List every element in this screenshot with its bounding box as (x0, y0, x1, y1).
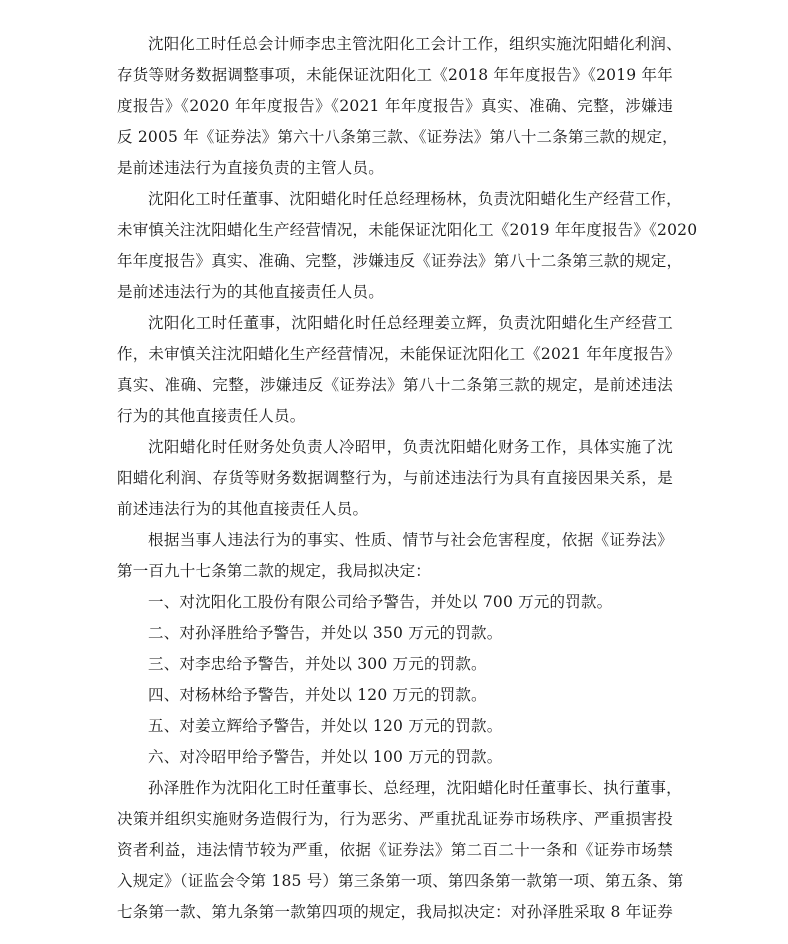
text-line: 未审慎关注沈阳蜡化生产经营情况，未能保证沈阳化工《2019 年年度报告》《2020 (117, 221, 698, 239)
text-line: 前述违法行为的其他直接责任人员。 (117, 500, 369, 518)
paragraph-jiang-lihui (117, 308, 681, 432)
document-page (117, 29, 698, 928)
penalty-item: 四、对杨林给予警告，并处以 120 万元的罚款。 (148, 686, 487, 704)
text-line: 阳蜡化利润、存货等财务数据调整行为，与前述违法行为具有直接因果关系，是 (117, 469, 673, 487)
text-line: 孙泽胜作为沈阳化工时任董事长、总经理，沈阳蜡化时任董事长、执行董事， (148, 779, 682, 797)
text-line: 真实、准确、完整，涉嫌违反《证券法》第八十二条第三款的规定，是前述违法 (117, 376, 673, 394)
penalty-item: 六、对冷昭甲给予警告，并处以 100 万元的罚款。 (148, 748, 503, 766)
penalty-item: 五、对姜立辉给予警告，并处以 120 万元的罚款。 (148, 717, 503, 735)
penalty-item: 一、对沈阳化工股份有限公司给予警告，并处以 700 万元的罚款。 (148, 593, 613, 611)
paragraph-leng-zhaojia (117, 432, 673, 525)
text-line: 存货等财务数据调整事项，未能保证沈阳化工《2018 年年度报告》《2019 年年 (117, 66, 673, 84)
text-line: 沈阳化工时任总会计师李忠主管沈阳化工会计工作，组织实施沈阳蜡化利润、 (148, 35, 682, 53)
paragraph-basis (117, 525, 673, 587)
text-line: 作，未审慎关注沈阳蜡化生产经营情况，未能保证沈阳化工《2021 年年度报告》 (117, 345, 681, 363)
text-line: 根据当事人违法行为的事实、性质、情节与社会危害程度，依据《证券法》 (148, 531, 673, 549)
penalty-list (117, 587, 673, 773)
text-line: 资者利益，违法情节较为严重，依据《证券法》第二百二十一条和《证券市场禁 (117, 841, 673, 859)
penalty-item: 三、对李忠给予警告，并处以 300 万元的罚款。 (148, 655, 487, 673)
text-line: 七条第一款、第九条第一款第四项的规定，我局拟决定：对孙泽胜采取 8 年证券 (117, 903, 673, 921)
paragraph-li-zhong (117, 29, 682, 184)
text-line: 是前述违法行为直接负责的主管人员。 (117, 159, 384, 177)
paragraph-yang-lin (117, 184, 698, 308)
text-line: 入规定》（证监会令第 185 号）第三条第一项、第四条第一款第一项、第五条、第 (117, 872, 684, 890)
text-line: 度报告》《2020 年年度报告》《2021 年年度报告》真实、准确、完整，涉嫌违 (117, 97, 673, 115)
paragraph-sun-zesheng (117, 773, 684, 928)
text-line: 反 2005 年《证券法》第六十八条第三款、《证券法》第八十二条第三款的规定， (117, 128, 678, 146)
text-line: 是前述违法行为的其他直接责任人员。 (117, 283, 384, 301)
text-line: 年年度报告》真实、准确、完整，涉嫌违反《证券法》第八十二条第三款的规定， (117, 252, 683, 270)
text-line: 第一百九十七条第二款的规定，我局拟决定： (117, 562, 432, 580)
text-line: 沈阳化工时任董事、沈阳蜡化时任总经理杨林，负责沈阳蜡化生产经营工作， (148, 190, 682, 208)
text-line: 沈阳化工时任董事，沈阳蜡化时任总经理姜立辉，负责沈阳蜡化生产经营工 (148, 314, 673, 332)
text-line: 行为的其他直接责任人员。 (117, 407, 306, 425)
penalty-item: 二、对孙泽胜给予警告，并处以 350 万元的罚款。 (148, 624, 503, 642)
text-line: 决策并组织实施财务造假行为，行为恶劣、严重扰乱证券市场秩序、严重损害投 (117, 810, 673, 828)
text-line: 沈阳蜡化时任财务处负责人冷昭甲，负责沈阳蜡化财务工作，具体实施了沈 (148, 438, 673, 456)
